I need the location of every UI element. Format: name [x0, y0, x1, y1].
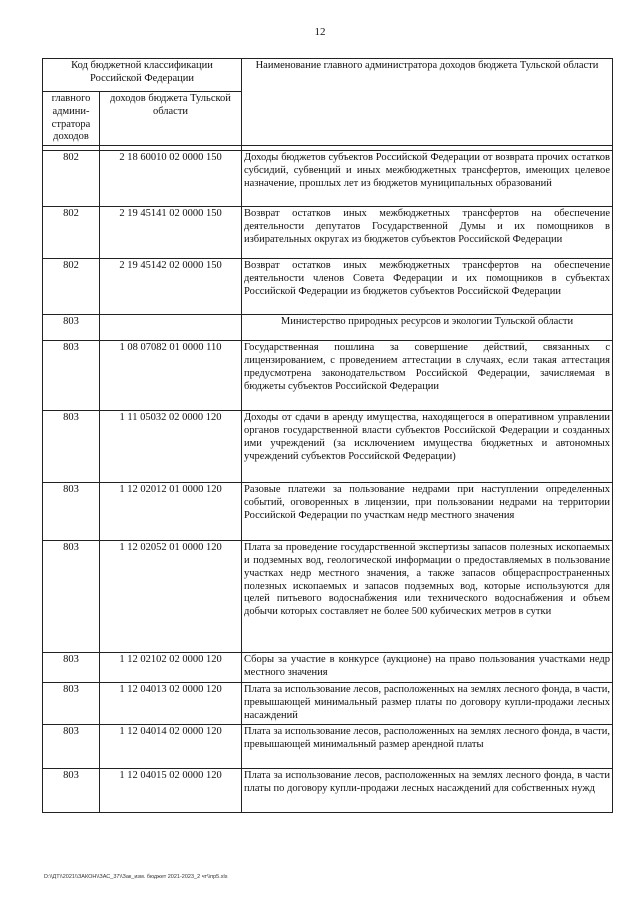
income-name-cell: Доходы от сдачи в аренду имущества, находящегося в оперативном управлении органов государственной власти субъектов Российской Федерации и созданных ими учреждений (за исключением имущества бюджетных и автономных учреждений субъектов Российской Федерации) — [242, 411, 613, 483]
income-code-cell: 1 12 04013 02 0000 120 — [100, 683, 242, 725]
table-row — [43, 411, 613, 483]
income-code-cell: 1 12 04014 02 0000 120 — [100, 725, 242, 769]
file-path-footer: D:\\ДТ\\2021\\ЗАКОН\\ЗАС_37\\Зак_изм. бюджет 2021-2023_2 чт\\пр5.xls — [44, 874, 228, 880]
admin-code-cell: 803 — [43, 315, 100, 341]
admin-code-cell: 803 — [43, 725, 100, 769]
admin-code-cell: 802 — [43, 207, 100, 259]
table-row — [43, 653, 613, 683]
admin-code-cell: 803 — [43, 341, 100, 411]
table-row — [43, 683, 613, 725]
page-number: 12 — [314, 26, 326, 38]
income-name-cell: Возврат остатков иных межбюджетных трансфертов на обеспечение деятельности членов Совета Федерации и их помощников в субъектах Российской Федерации из бюджетов субъектов Российской Федерации — [242, 259, 613, 315]
income-name-cell: Плата за использование лесов, расположенных на землях лесного фонда, в части, превышающей минимальный размер платы по договору купли-продажи лесных насаждений — [242, 683, 613, 725]
table-row — [43, 769, 613, 813]
header-admin-name: Наименование главного администратора доходов бюджета Тульской области — [242, 59, 613, 146]
income-name-cell: Разовые платежи за пользование недрами при наступлении определенных событий, оговоренных в лицензии, при пользовании недрами на территории Российской Федерации по участкам недр местного значения — [242, 483, 613, 541]
income-name-cell: Плата за проведение государственной экспертизы запасов полезных ископаемых и подземных вод, геологической информации о предоставляемых в пользование участках недр местного значения, а также запасов общераспространенных полезных ископаемых и запасов подземных вод, которые используются для целей питьевого водоснабжения или технического водоснабжения и объем добычи которых составляет не более 500 кубических метров в сутки — [242, 541, 613, 653]
admin-code-cell: 803 — [43, 541, 100, 653]
income-code-cell — [100, 315, 242, 341]
table-row — [43, 151, 613, 207]
header-income-code: доходов бюджета Тульской области — [100, 92, 242, 146]
income-code-cell: 1 11 05032 02 0000 120 — [100, 411, 242, 483]
admin-code-cell: 802 — [43, 259, 100, 315]
table-row — [43, 483, 613, 541]
table-row — [43, 207, 613, 259]
income-name-cell: Сборы за участие в конкурсе (аукционе) на право пользования участками недр местного значения — [242, 653, 613, 683]
income-name-cell: Доходы бюджетов субъектов Российской Федерации от возврата прочих остатков субсидий, субвенций и иных межбюджетных трансфертов, имеющих целевое назначение, прошлых лет из бюджетов муниципальных образований — [242, 151, 613, 207]
income-code-cell: 1 12 02102 02 0000 120 — [100, 653, 242, 683]
income-code-cell: 1 12 04015 02 0000 120 — [100, 769, 242, 813]
table-row — [43, 541, 613, 653]
income-code-cell: 1 08 07082 01 0000 110 — [100, 341, 242, 411]
income-code-cell: 2 19 45141 02 0000 150 — [100, 207, 242, 259]
table-header-row — [43, 59, 613, 92]
admin-code-cell: 802 — [43, 151, 100, 207]
header-main-admin: главного админи-стратора доходов — [43, 92, 100, 146]
admin-code-cell: 803 — [43, 411, 100, 483]
income-code-cell: 2 19 45142 02 0000 150 — [100, 259, 242, 315]
income-name-cell: Плата за использование лесов, расположенных на землях лесного фонда, в части, превышающей минимальный размер арендной платы — [242, 725, 613, 769]
income-code-cell: 2 18 60010 02 0000 150 — [100, 151, 242, 207]
admin-code-cell: 803 — [43, 769, 100, 813]
income-name-cell: Плата за использование лесов, расположенных на землях лесного фонда, в части платы по договору купли-продажи лесных насаждений для собственных нужд — [242, 769, 613, 813]
income-administrators-table — [42, 58, 613, 813]
header-code-group: Код бюджетной классификации Российской Федерации — [43, 59, 242, 92]
table-row — [43, 725, 613, 769]
admin-code-cell: 803 — [43, 653, 100, 683]
table-row — [43, 341, 613, 411]
admin-code-cell: 803 — [43, 683, 100, 725]
income-name-cell: Возврат остатков иных межбюджетных трансфертов на обеспечение деятельности депутатов Государственной Думы и их помощников в избирательных округах из бюджетов субъектов Российской Федерации — [242, 207, 613, 259]
income-code-cell: 1 12 02052 01 0000 120 — [100, 541, 242, 653]
income-code-cell: 1 12 02012 01 0000 120 — [100, 483, 242, 541]
admin-code-cell: 803 — [43, 483, 100, 541]
table-row — [43, 259, 613, 315]
ministry-row — [43, 315, 613, 341]
income-name-cell: Государственная пошлина за совершение действий, связанных с лицензированием, с проведением аттестации в случаях, если такая аттестация предусмотрена законодательством Российской Федерации, зачисляемая в бюджеты субъектов Российской Федерации — [242, 341, 613, 411]
ministry-name-cell: Министерство природных ресурсов и экологии Тульской области — [242, 315, 613, 341]
